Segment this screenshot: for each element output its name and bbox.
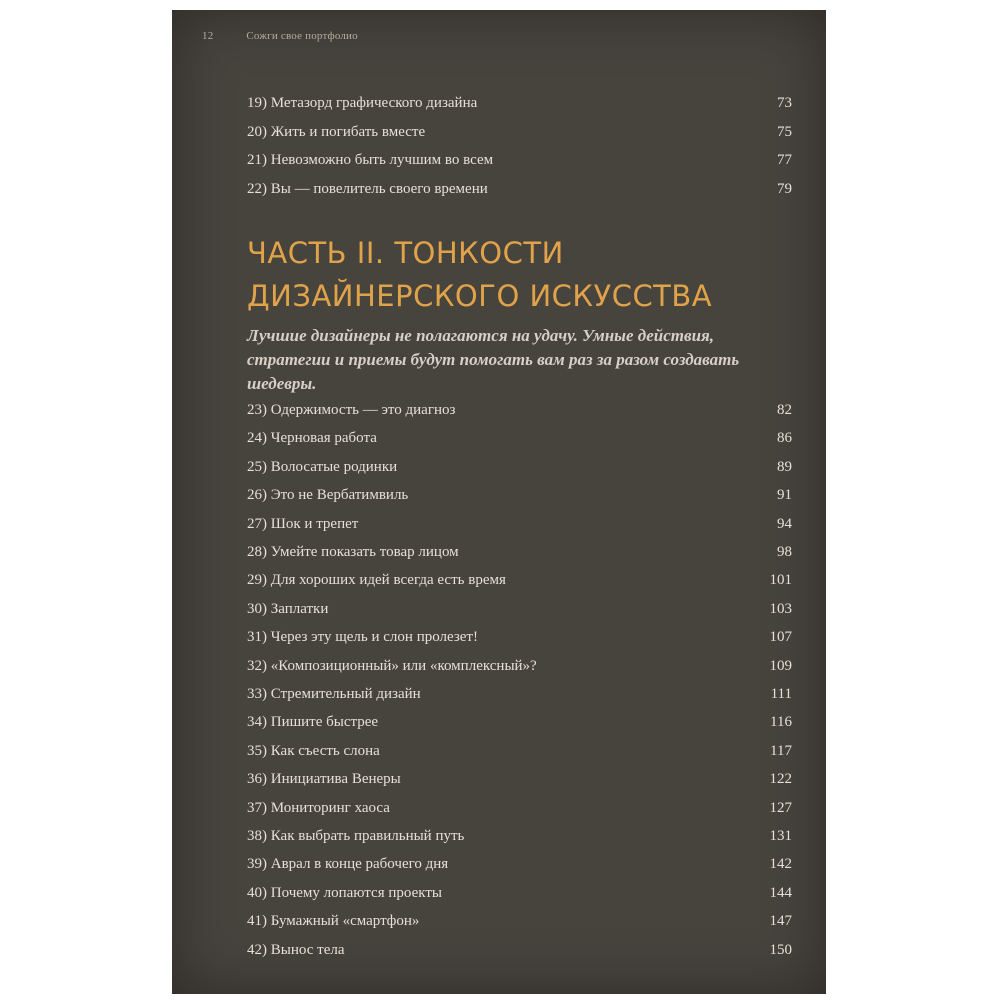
- toc-entry: [247, 626, 792, 648]
- toc-entry-title: 37) Мониторинг хаоса: [247, 799, 390, 816]
- toc-entry-page: 101: [769, 572, 792, 589]
- toc-entry: [247, 456, 792, 478]
- toc-entry-page: 117: [770, 742, 792, 759]
- toc-entry-title: 27) Шок и трепет: [247, 515, 359, 532]
- page-number: 12: [202, 30, 214, 42]
- toc-entry-title: 42) Вынос тела: [247, 941, 345, 958]
- running-head: [202, 30, 358, 42]
- toc-entry-page: 91: [777, 487, 792, 504]
- toc-entry: [247, 92, 792, 114]
- toc-entry-title: 24) Черновая работа: [247, 430, 377, 447]
- toc-entry-title: 31) Через эту щель и слон пролезет!: [247, 629, 478, 646]
- toc-entry-title: 30) Заплатки: [247, 600, 329, 617]
- toc-entry-page: 116: [770, 714, 792, 731]
- toc-entry-title: 33) Стремительный дизайн: [247, 686, 421, 702]
- toc-entry-page: 131: [769, 828, 792, 844]
- toc-entry: [247, 910, 792, 932]
- toc-entry: [247, 598, 792, 620]
- toc-entry: [247, 178, 792, 200]
- book-page: [172, 10, 826, 994]
- toc-entry-page: 147: [769, 913, 792, 930]
- toc-entry-page: 150: [769, 941, 792, 958]
- toc-entry-page: 79: [777, 180, 792, 197]
- toc-entry-page: 94: [777, 515, 792, 532]
- toc-entry: [247, 882, 792, 904]
- toc-entry: [247, 825, 792, 847]
- toc-entry-title: 25) Волосатые родинки: [247, 458, 398, 475]
- toc-entry-page: 77: [777, 152, 792, 168]
- toc-entry-title: 36) Инициатива Венеры: [247, 771, 401, 788]
- toc-entry-title: 21) Невозможно быть лучшим во всем: [247, 152, 494, 168]
- toc-entry-page: 144: [769, 884, 792, 901]
- toc-entry: [247, 513, 792, 535]
- toc-entry-title: 28) Умейте показать товар лицом: [247, 544, 459, 560]
- book-title: Сожги свое портфолио: [246, 30, 358, 42]
- toc-entry: [247, 427, 792, 449]
- toc-entry-title: 26) Это не Вербатимвиль: [247, 487, 409, 504]
- toc-entry: [247, 541, 792, 563]
- toc-entry-page: 107: [769, 629, 792, 646]
- toc-entry-page: 86: [777, 430, 792, 447]
- toc-entry: [247, 569, 792, 591]
- toc-entry-page: 122: [769, 771, 792, 788]
- toc-entry: [247, 484, 792, 506]
- toc-entry-title: 40) Почему лопаются проекты: [247, 884, 442, 901]
- toc-entry-page: 75: [777, 123, 792, 140]
- toc-entry-title: 19) Метазорд графического дизайна: [247, 95, 478, 111]
- part-description: Лучшие дизайнеры не полагаются на удачу. Умные действия, стратегии и приемы будут помогать вам раз за разом создавать шедевры.: [247, 326, 740, 393]
- toc-entry-page: 127: [769, 799, 792, 816]
- toc-entry: [247, 711, 792, 733]
- toc-entry: [247, 683, 792, 705]
- toc-entry-title: 20) Жить и погибать вместе: [247, 123, 426, 140]
- toc-entry-page: 142: [769, 856, 792, 873]
- toc-entry: [247, 939, 792, 961]
- toc-entry-page: 111: [770, 686, 792, 702]
- toc-entry: [247, 149, 792, 171]
- toc-entry-title: 38) Как выбрать правильный путь: [247, 828, 465, 844]
- toc-entry-page: 103: [769, 600, 792, 617]
- toc-entry-page: 98: [777, 544, 792, 560]
- part-title: ЧАСТЬ II. ТОНКОСТИ ДИЗАЙНЕРСКОГО ИСКУССТВА: [247, 236, 713, 313]
- toc-entry-page: 109: [769, 657, 792, 674]
- toc-entry-title: 22) Вы — повелитель своего времени: [247, 180, 488, 197]
- toc-entry-page: 89: [777, 458, 792, 475]
- toc-entry-title: 23) Одержимость — это диагноз: [247, 402, 456, 418]
- toc-entry: [247, 399, 792, 421]
- toc-entry-page: 82: [777, 402, 792, 418]
- toc-entry: [247, 853, 792, 875]
- toc-entry: [247, 740, 792, 762]
- toc-entry-title: 41) Бумажный «смартфон»: [247, 913, 420, 930]
- toc-entry: [247, 121, 792, 143]
- toc-entry: [247, 797, 792, 819]
- toc-entry-title: 35) Как съесть слона: [247, 742, 380, 759]
- toc-entry: [247, 768, 792, 790]
- toc-entry-title: 39) Аврал в конце рабочего дня: [247, 856, 449, 873]
- toc-entry-page: 73: [777, 95, 792, 111]
- toc-entry-title: 34) Пишите быстрее: [247, 714, 379, 731]
- toc-entry: [247, 655, 792, 677]
- toc-entry-title: 29) Для хороших идей всегда есть время: [247, 572, 506, 589]
- toc-entry-title: 32) «Композиционный» или «комплексный»?: [247, 657, 537, 674]
